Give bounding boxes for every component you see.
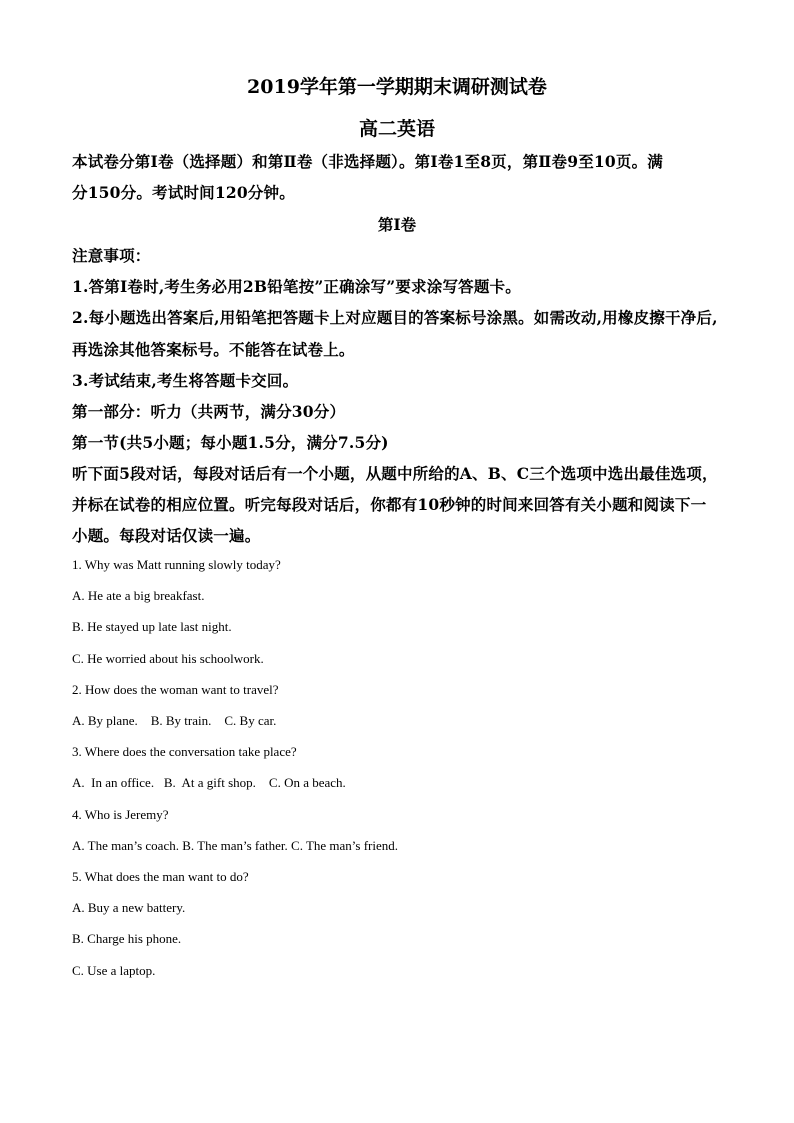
question-3-options: A. In an office. B. At a gift shop. C. On a beach. [72, 775, 346, 790]
question-1-option-a: A. He ate a big breakfast. [72, 588, 205, 603]
instructions-line-2: 并标在试卷的相应位置。听完每段对话后，你都有10秒钟的时间来回答有关小题和阅读下一 [72, 495, 707, 514]
question-5-option-b: B. Charge his phone. [72, 931, 182, 946]
question-1-option-b: B. He stayed up late last night. [72, 619, 232, 634]
question-4: 4. Who is Jeremy? [72, 807, 169, 822]
question-4-options: A. The man’s coach. B. The man’s father. C. The man’s friend. [72, 838, 399, 853]
question-2: 2. How does the woman want to travel? [72, 682, 279, 697]
intro-line-1: 本试卷分第Ⅰ卷（选择题）和第Ⅱ卷（非选择题）。第Ⅰ卷1至8页，第Ⅱ卷9至10页。满 [72, 152, 664, 171]
notes-item-1: 1.答第Ⅰ卷时,考生务必用2B铅笔按”正确涂写”要求涂写答题卡。 [72, 277, 521, 296]
notes-heading: 注意事项： [72, 246, 151, 265]
section1-heading: 第一节(共5小题；每小题1.5分，满分7.5分) [72, 433, 389, 452]
instructions-line-3: 小题。每段对话仅读一遍。 [72, 526, 261, 545]
question-5-option-a: A. Buy a new battery. [72, 900, 186, 915]
notes-item-2-line-1: 2.每小题选出答案后,用铅笔把答题卡上对应题目的答案标号涂黑。如需改动,用橡皮擦干净后, [72, 308, 718, 327]
question-1-option-c: C. He worried about his schoolwork. [72, 651, 264, 666]
question-2-options: A. By plane. B. By train. C. By car. [72, 713, 277, 728]
notes-item-3: 3.考试结束,考生将答题卡交回。 [72, 371, 299, 390]
volume-heading: 第Ⅰ卷 [377, 215, 417, 234]
instructions-line-1: 听下面5段对话，每段对话后有一个小题，从题中所给的A、B、C三个选项中选出最佳选项， [72, 464, 718, 483]
exam-subject: 高二英语 [358, 118, 435, 140]
notes-item-2-line-2: 再选涂其他答案标号。不能答在试卷上。 [72, 340, 355, 359]
intro-line-2: 分150分。考试时间120分钟。 [72, 183, 295, 202]
question-5: 5. What does the man want to do? [72, 869, 249, 884]
question-3: 3. Where does the conversation take place? [72, 744, 297, 759]
question-5-option-c: C. Use a laptop. [72, 963, 156, 978]
question-1: 1. Why was Matt running slowly today? [72, 557, 281, 572]
exam-title: 2019学年第一学期期末调研测试卷 [247, 76, 547, 98]
part1-heading: 第一部分：听力（共两节，满分30分） [72, 402, 346, 421]
